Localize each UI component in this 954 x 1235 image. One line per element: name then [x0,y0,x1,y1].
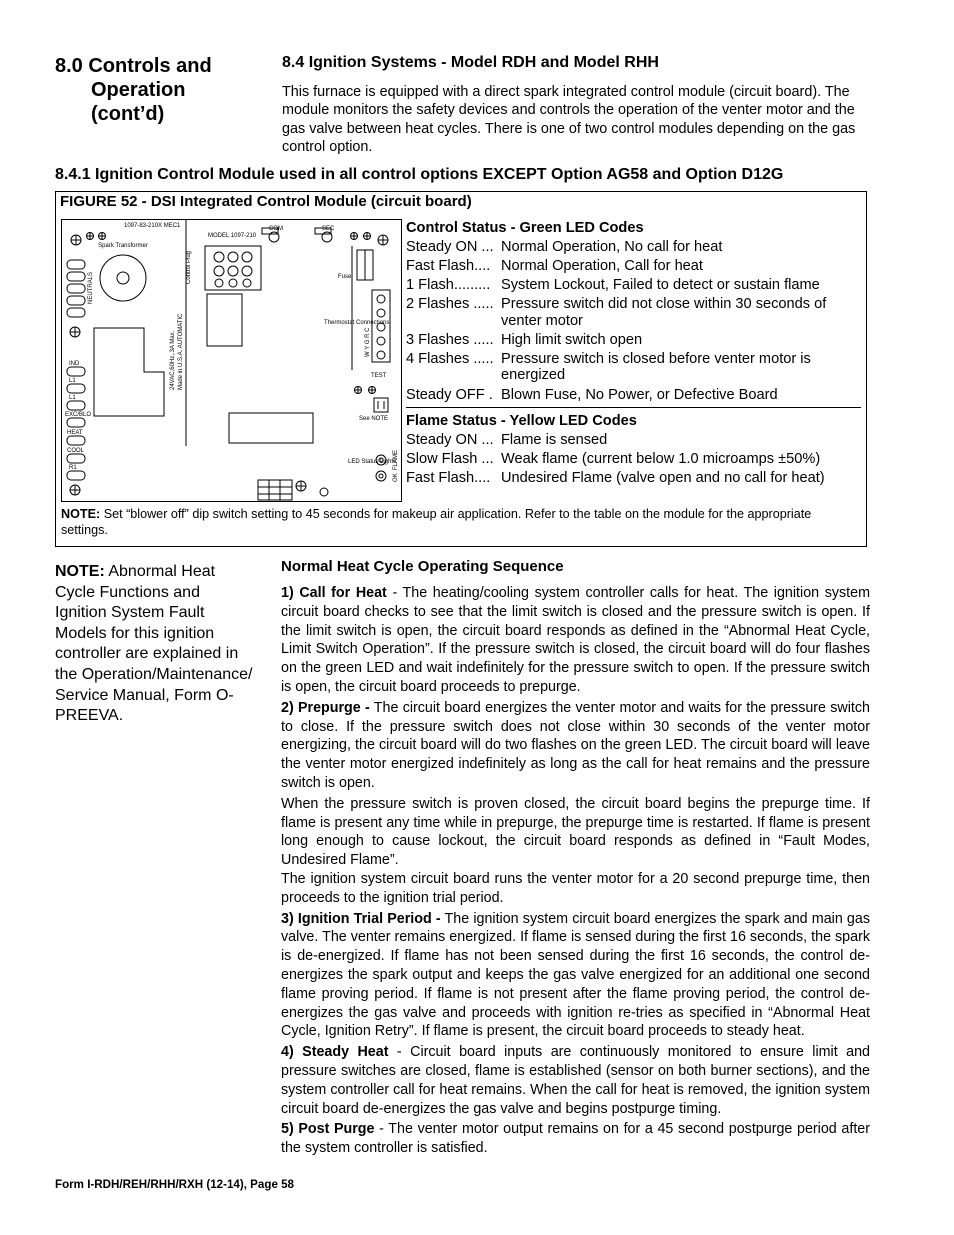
green-led-row [406,332,861,349]
side-note-label: NOTE: [55,563,105,580]
led-desc: Pressure switch is closed before venter motor is energized [501,350,811,384]
label-see-note: See NOTE [359,416,389,422]
led-code: 4 Flashes ..... [406,350,494,367]
sequence-title: Normal Heat Cycle Operating Sequence [281,558,564,575]
spark-transformer [100,255,146,301]
circuit-board-drawing [62,220,401,501]
label-thermostat-pins: W Y G R C [365,327,371,357]
side-note [55,562,255,727]
neutral-terminals [67,260,85,317]
label-ok: OK [393,473,399,482]
green-led-row [406,296,861,329]
sequence-step [281,1043,870,1118]
dip-switch [374,398,388,412]
step-text: The ignition system circuit board energizes the spark and main gas valve. The venter remains energized. If flame is sensed during the first 16 seconds, the spark is de-energized. If flame has not been sensed during the first 16 seconds, the control de-energizes the spark output and keeps the gas valve energized for an additional one second flame proving period. If flame is not present after the flame proving period, the control de-energizes the gas valve and proceeds with ignition re-tries as specified in “Abnormal Heat Cycle, Ignition Retry”. If flame is present, the circuit board proceeds to steady heat. [281,910,870,1040]
ok-led [376,471,386,481]
step-label: 2) Prepurge - [281,699,370,716]
led-code: 2 Flashes ..... [406,296,494,313]
step-text: - The heating/cooling system controller calls for heat. The ignition system circuit board checks to see that the limit switch is closed and the pressure switch is open. If the limit switch is open, the circuit board responds as defined in the “Abnormal Heat Cycle, Limit Switch Operation”. If the pressure switch is closed, the circuit board will do four flashes on the green LED and wait indefinitely for the pressure switch to open. If the pressure switch is open, the circuit board proceeds to prepurge. [281,585,871,695]
section-heading-line2: Operation [91,79,186,101]
led-code: Fast Flash.... [406,470,491,487]
green-led-row [406,258,861,275]
figure-note-text: Set “blower off” dip switch setting to 45 seconds for makeup air application. Refer to the table on the module for the appropriate settings. [61,507,812,537]
label-heat: HEAT [67,430,83,436]
intro-paragraph: This furnace is equipped with a direct spark integrated control module (circuit board). The module monitors the safety devices and controls the operation of the venter motor and the gas valve between heat cycles. There is one of two control modules depending on the gas control option. [282,84,856,155]
label-exc-blo: EXC/BLO [65,412,92,418]
figure-note [61,506,851,538]
step-label: 5) Post Purge [281,1121,375,1138]
label-model: MODEL 1097-210 [208,233,257,239]
label-control-plug: Control Plug [186,250,192,284]
green-led-row [406,351,861,384]
label-led-status: LED Status Lights [348,459,397,465]
led-desc: Normal Operation, Call for heat [501,258,703,275]
green-led-row [406,387,861,404]
circuit-board-diagram [61,219,402,502]
label-spark-transformer: Spark Transformer [98,243,148,249]
label-l1-b: L1 [69,395,76,401]
step-text: - The venter motor output remains on for a 45 second postpurge period after the system controller is satisfied. [281,1121,871,1157]
step-label: 1) Call for Heat [281,585,387,601]
led-code: Steady OFF . [406,386,493,403]
yellow-led-row [406,470,861,487]
yellow-led-title: Flame Status - Yellow LED Codes [406,413,637,430]
led-desc: Pressure switch did not close within 30 seconds of venter motor [501,296,827,329]
led-codes [406,219,861,489]
led-code: 1 Flash......... [406,277,491,294]
led-desc: System Lockout, Failed to detect or sustain flame [501,277,820,294]
led-code: Slow Flash ... [406,451,494,468]
figure-note-label: NOTE: [61,507,101,521]
green-led-row [406,277,861,294]
label-part-no: 1097-83-210X MEC1 [124,223,181,229]
label-ind: IND [69,361,80,367]
step-text: When the pressure switch is proven closed, the circuit board begins the prepurge time. If flame is present any time while in prepurge, the prepurge time is restarted. If flame is present long enough to cause lockout, the circuit board responds as defined in “Fault Modes, Undesired Flame”. [281,795,870,869]
page-footer: Form I-RDH/REH/RHH/RXH (12-14), Page 58 [55,1178,295,1191]
label-rating: 24VAC,60Hz,.3A Max. [170,330,176,390]
label-com: COM [269,226,283,232]
label-sec: SEC [322,226,335,232]
green-led-title: Control Status - Green LED Codes [406,220,644,236]
led-desc: Undesired Flame (valve open and no call for heat) [501,470,825,487]
subsubsection-heading: 8.4.1 Ignition Control Module used in all control options EXCEPT Option AG58 and Option D12G [55,166,784,183]
yellow-led-row [406,432,861,449]
step-text: - Circuit board inputs are continuously monitored to ensure limit and pressure switches are closed, flame is established (sensor on both burner sections), and the system controller call for heat remains. When the call for heat is removed, the ignition system circuit board de-energizes the gas valve and begins postpurge timing. [281,1044,870,1117]
step-label: 4) Steady Heat [281,1044,389,1061]
label-neutrals: NEUTRALS [88,271,94,304]
thermostat-connector [372,290,390,362]
section-heading-line1: 8.0 Controls and [55,55,212,77]
section-heading-line3: (cont’d) [91,103,165,125]
step-text: The ignition system circuit board runs the venter motor for a 20 second prepurge time, then proceeds to the ignition trial period. [281,870,870,906]
label-test: TEST [371,373,387,379]
led-desc: High limit switch open [501,331,643,348]
mount-symbols-top-right [350,232,388,245]
led-desc: Blown Fuse, No Power, or Defective Board [501,386,778,403]
figure-title: FIGURE 52 - DSI Integrated Control Module (circuit board) [60,193,472,210]
side-note-text: Abnormal Heat Cycle Functions and Ignition System Fault Models for this ignition controller are explained in the Operation/Maintenance/ Service Manual, Form O-PREEVA. [55,563,253,725]
label-flame: FLAME [393,449,399,470]
sequence-step [281,1120,870,1158]
step-label: 3) Ignition Trial Period - [281,910,441,927]
sequence-step [281,699,870,793]
sequence-step [281,584,870,697]
label-thermostat: Thermostat Connections [324,320,390,326]
sequence-step [281,910,870,1042]
subsection-heading: 8.4 Ignition Systems - Model RDH and Model RHH [282,54,659,71]
led-desc: Weak flame (current below 1.0 microamps ±50%) [501,451,821,468]
yellow-led-row [406,451,861,468]
led-desc: Normal Operation, No call for heat [501,239,723,255]
led-code: Fast Flash.... [406,258,491,275]
label-fuse: Fuse [338,274,352,280]
section-heading [55,54,255,126]
sequence-body [281,584,870,1160]
led-divider [406,407,861,408]
sequence-paragraph [281,870,870,908]
led-desc: Flame is sensed [501,432,608,449]
label-marking: Made in U.S.A. AUTOMATIC [178,313,184,390]
green-led-row [406,239,861,256]
sequence-paragraph [281,795,870,870]
label-cool: COOL [67,448,85,454]
led-code: Steady ON ... [406,239,494,255]
led-code: 3 Flashes ..... [406,331,494,348]
led-code: Steady ON ... [406,432,494,449]
label-l1-a: L1 [69,378,76,384]
label-r1: R1 [69,465,77,471]
control-plug [205,246,261,290]
step-text: The circuit board energizes the venter motor and waits for the pressure switch to close. If the pressure switch does not close within 30 seconds of the venter motor energizing, the circuit board will do two flashes on the green LED. The circuit board will leave the venter motor energized indefinitely as long as the call for heat remains and the pressure switch is open. [281,699,870,791]
